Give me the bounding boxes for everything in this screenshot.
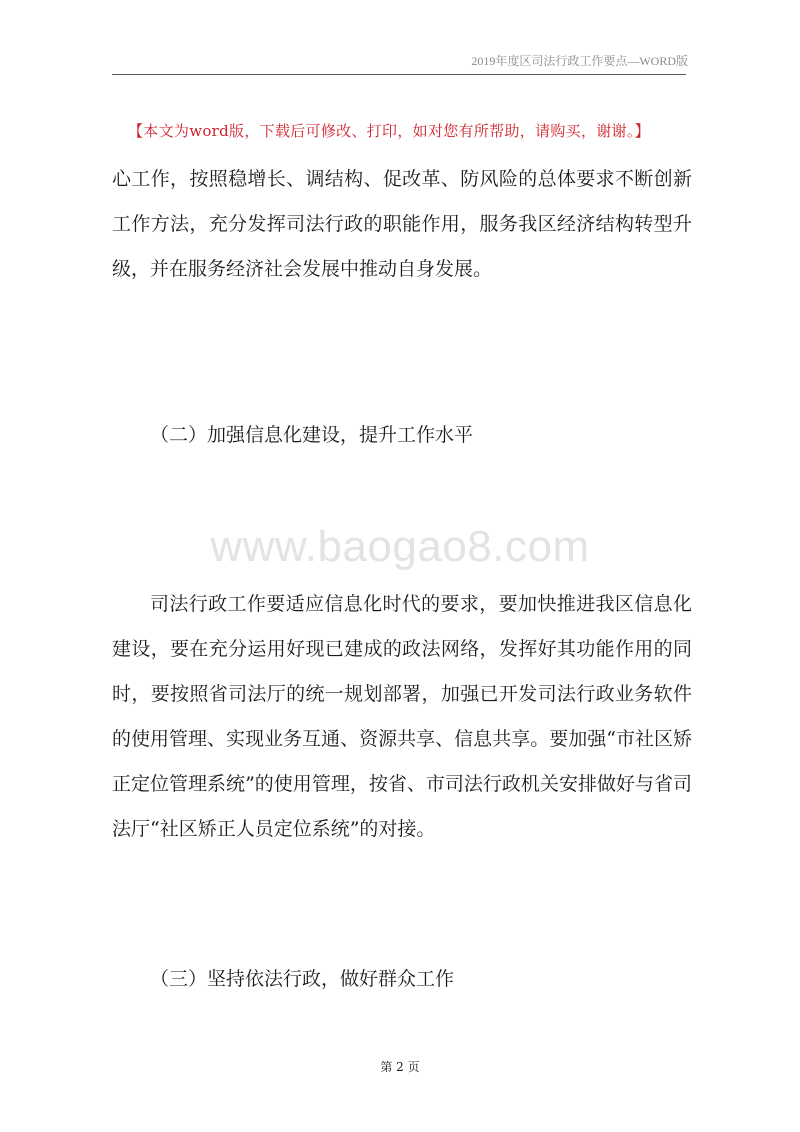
body-paragraph-2: 司法行政工作要适应信息化时代的要求，要加快推进我区信息化建设，要在充分运用好现已建成的政法网络，发挥好其功能作用的同时，要按照省司法厅的统一规划部署，加强已开发司法行政业务软件的使用管理、实现业务互通、资源共享、信息共享。要加强“市社区矫正定位管理系统”的使用管理，按省、市司法行政机关安排做好与省司法厅“社区矫正人员定位系统”的对接。 <box>112 593 692 840</box>
section-heading-2: （二）加强信息化建设，提升工作水平 <box>150 424 474 446</box>
page-number: 第 2 页 <box>380 1060 420 1074</box>
purchase-notice: 【本文为word版，下载后可修改、打印，如对您有所帮助，请购买，谢谢。】 <box>128 122 650 140</box>
site-watermark: www.baogao8.com <box>210 522 590 571</box>
section-heading-3: （三）坚持依法行政，做好群众工作 <box>150 968 455 990</box>
header-divider <box>112 74 686 75</box>
document-header-title: 2019年度区司法行政工作要点—WORD版 <box>471 54 688 68</box>
body-paragraph-1: 心工作，按照稳增长、调结构、促改革、防风险的总体要求不断创新工作方法，充分发挥司法行政的职能作用，服务我区经济结构转型升级，并在服务经济社会发展中推动自身发展。 <box>112 168 692 280</box>
